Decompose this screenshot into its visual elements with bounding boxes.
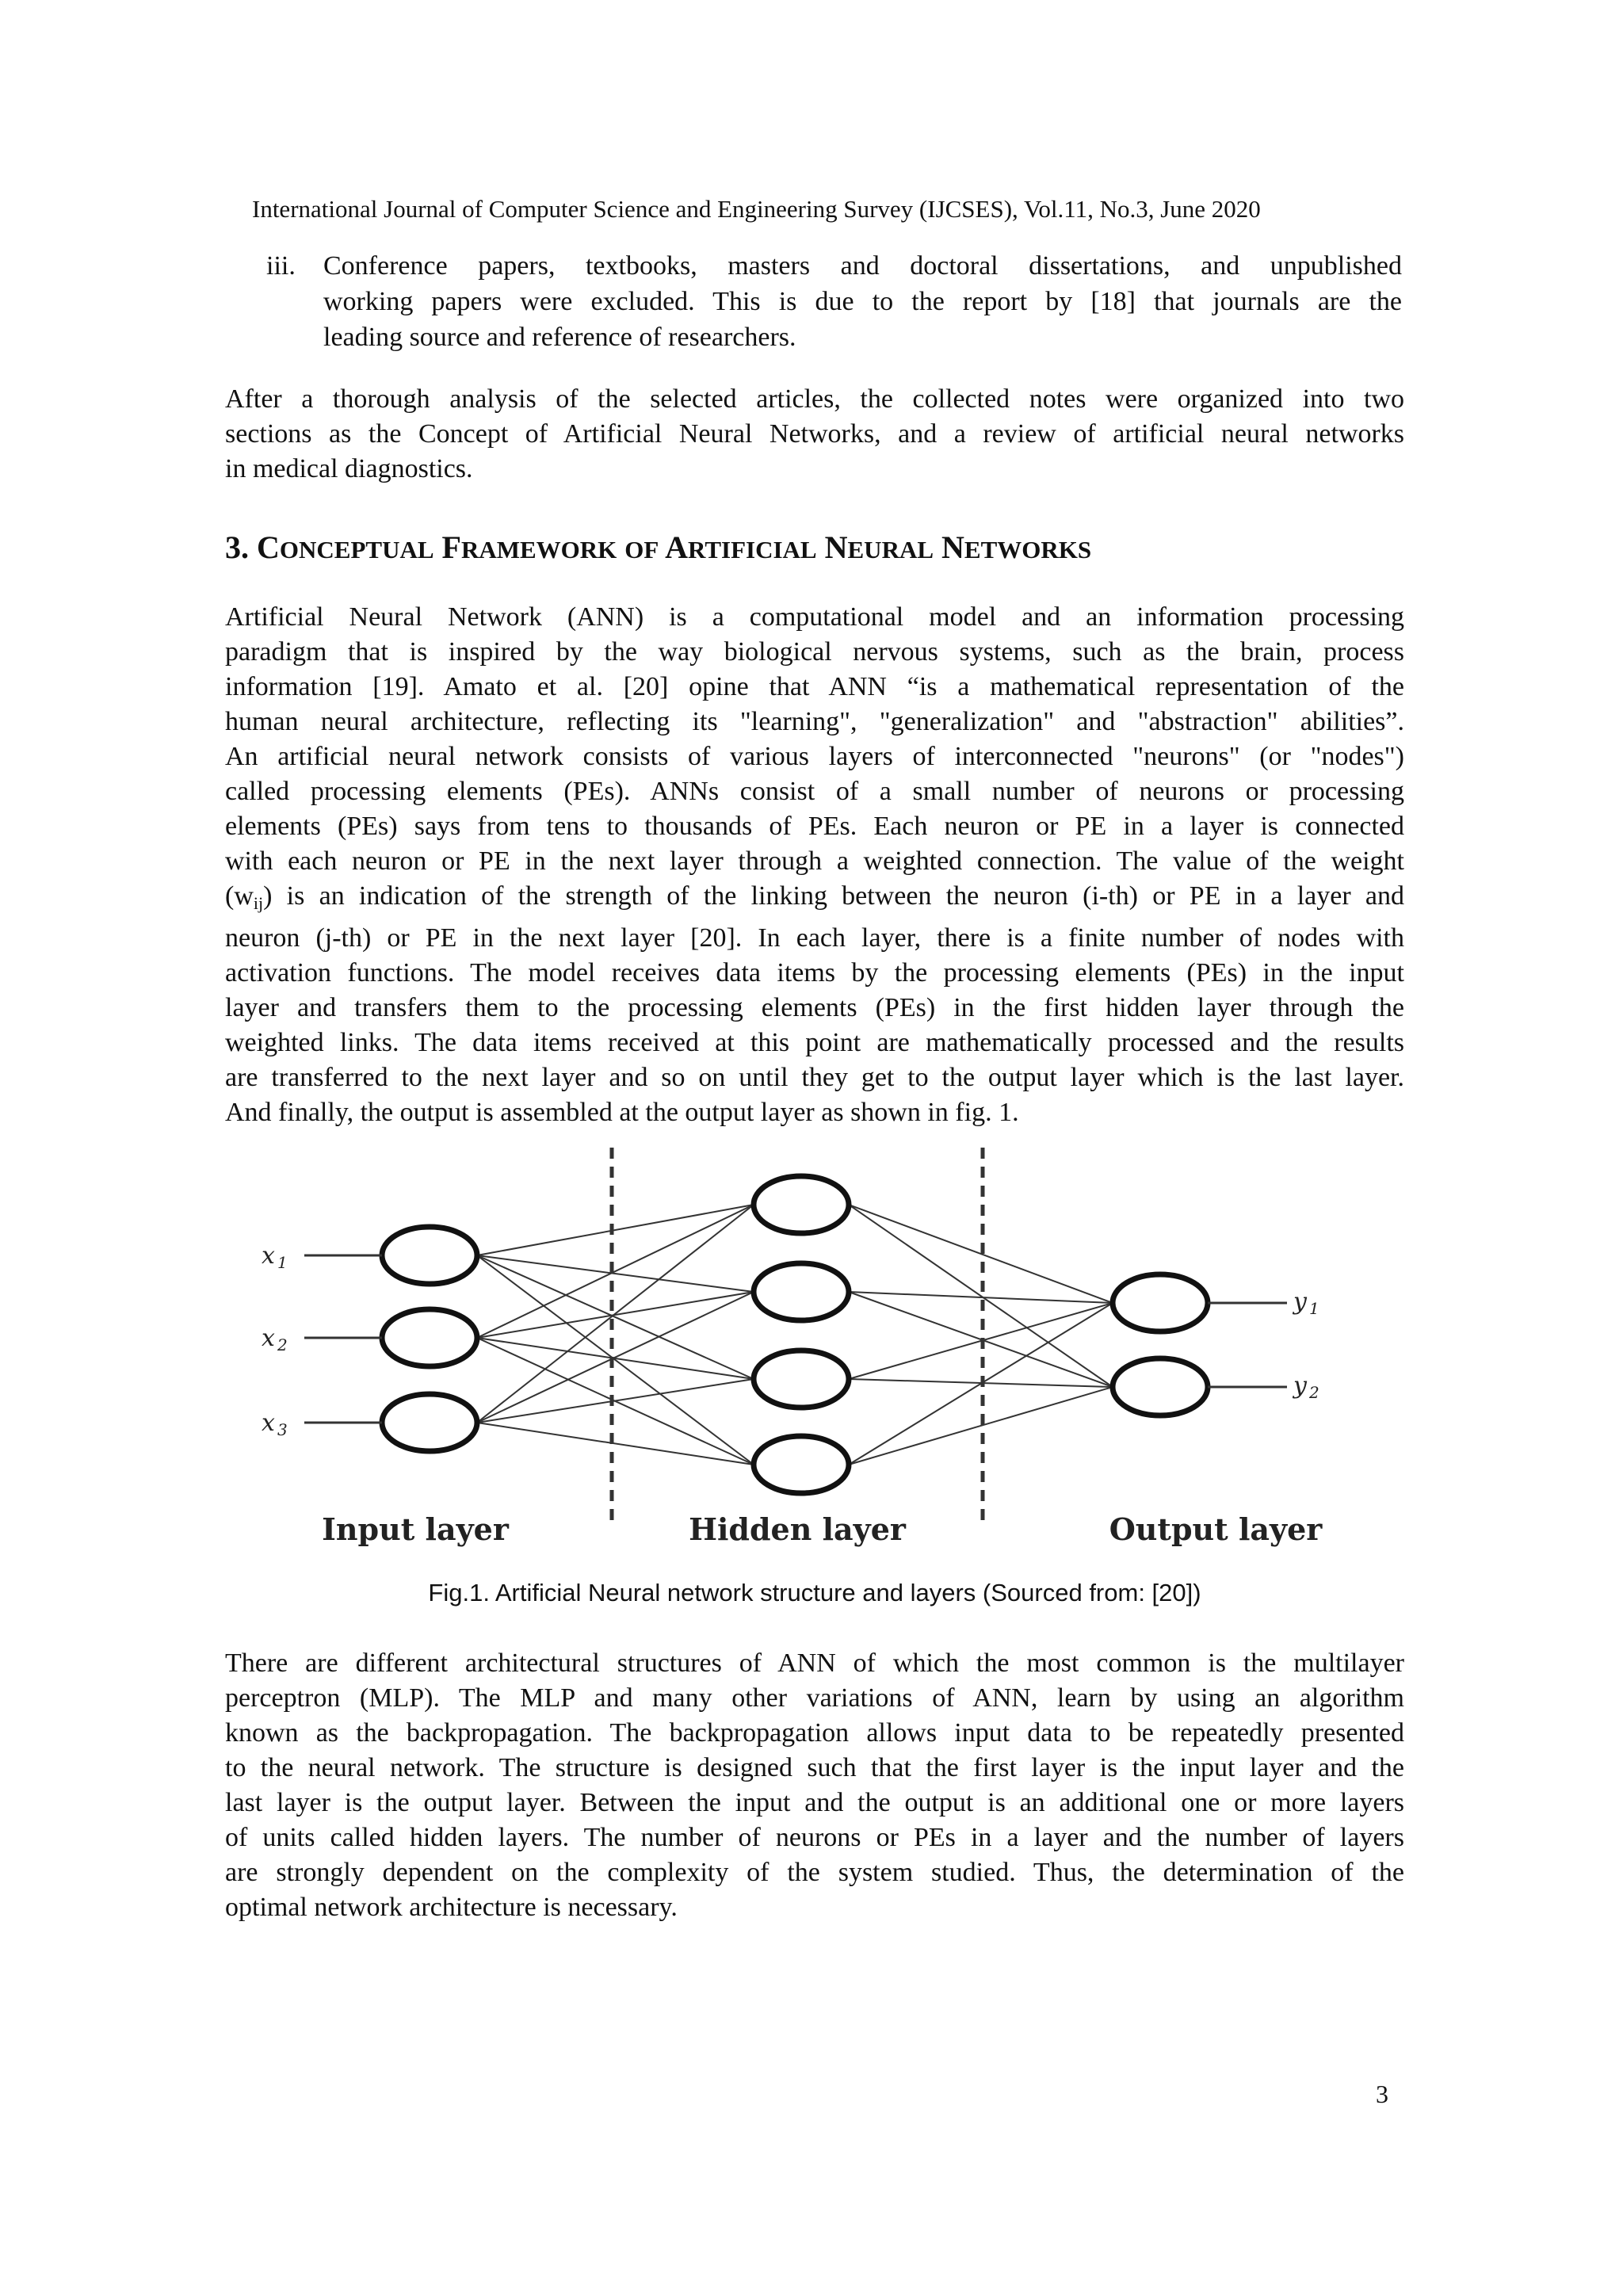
weight-suffix: ) is an indication of the strength of the linking between the neuron (i-th) or PE in a layer and [263, 881, 1404, 911]
heading-word [825, 529, 934, 565]
connection-edge [477, 1205, 754, 1423]
text-line: elements (PEs) says from tens to thousands of PEs. Each neuron or PE in a layer is connected [225, 812, 1404, 841]
text-line: Artificial Neural Network (ANN) is a computational model and an information processing [225, 602, 1404, 632]
heading-word [941, 529, 1091, 565]
paragraph-ann-concept [225, 600, 1404, 1130]
list-item-text [323, 248, 1402, 355]
heading-word [442, 529, 617, 565]
heading-word-initial: N [941, 529, 964, 565]
neuron-node [1113, 1358, 1208, 1415]
text-line: information [19]. Amato et al. [20] opine that ANN “is a mathematical representation of the [225, 672, 1404, 701]
figure-caption: Fig.1. Artificial Neural network structure and layers (Sourced from: [20]) [428, 1579, 1201, 1606]
ann-diagram [225, 1148, 1404, 1560]
text-line: last layer is the output layer. Between the input and the output is an additional one or more layers [225, 1788, 1404, 1817]
heading-word [257, 529, 434, 565]
text-line: weighted links. The data items received at this point are mathematically processed and the results [225, 1028, 1404, 1057]
neuron-node [754, 1176, 849, 1233]
paragraph-mlp [225, 1646, 1404, 1925]
neuron-node [754, 1263, 849, 1320]
input-label-subscript: 2 [277, 1335, 288, 1354]
heading-word-rest: EURAL [847, 536, 934, 563]
heading-word-rest: ONCEPTUAL [279, 536, 434, 563]
weight-subscript: ij [253, 893, 264, 913]
heading-word-initial: C [257, 529, 280, 565]
text-line: working papers were excluded. This is due to the report by [18] that journals are the [323, 287, 1402, 316]
layer-label: Hidden layer [689, 1511, 906, 1547]
text-line: leading source and reference of researchers. [323, 323, 796, 352]
text-line: An artificial neural network consists of various layers of interconnected "neurons" (or "nodes") [225, 742, 1404, 771]
neuron-node [754, 1436, 849, 1493]
text-line: There are different architectural structures of ANN of which the most common is the multilayer [225, 1648, 1404, 1678]
figure-ann-structure [225, 1148, 1404, 1560]
text-line: called processing elements (PEs). ANNs consist of a small number of neurons or processing [225, 777, 1404, 806]
output-label: y [1293, 1288, 1307, 1316]
neuron-node [754, 1350, 849, 1408]
connection-edge [477, 1379, 754, 1423]
connection-edge [477, 1205, 754, 1255]
text-line: perceptron (MLP). The MLP and many other variations of ANN, learn by using an algorithm [225, 1683, 1404, 1713]
connection-edge [477, 1423, 754, 1465]
text-line: known as the backpropagation. The backpropagation allows input data to be repeatedly presented [225, 1718, 1404, 1748]
heading-word [624, 529, 659, 565]
text-line: neuron (j-th) or PE in the next layer [20]. In each layer, there is a finite number of nodes with [225, 923, 1404, 953]
section-number: 3. [225, 529, 249, 565]
text-line: Conference papers, textbooks, masters and doctoral dissertations, and unpublished [323, 251, 1402, 281]
input-label: x [262, 1242, 275, 1270]
output-label-subscript: 1 [1309, 1299, 1319, 1318]
text-line: are strongly dependent on the complexity of the system studied. Thus, the determination of the [225, 1858, 1404, 1887]
text-line: And finally, the output is assembled at the output layer as shown in fig. 1. [225, 1098, 1019, 1127]
text-line: with each neuron or PE in the next layer through a weighted connection. The value of the weight [225, 846, 1404, 876]
text-line: are transferred to the next layer and so on until they get to the output layer which is the last layer. [225, 1063, 1404, 1092]
text-line: optimal network architecture is necessary. [225, 1893, 678, 1922]
heading-word-rest: RTIFICIAL [688, 536, 817, 563]
input-label: x [262, 1324, 275, 1352]
layer-label: Input layer [322, 1511, 509, 1547]
heading-word [665, 529, 816, 565]
text-line: sections as the Concept of Artificial Neural Networks, and a review of artificial neural networks [225, 419, 1404, 449]
text-line: activation functions. The model receives data items by the processing elements (PEs) in the input [225, 958, 1404, 988]
text-line: of units called hidden layers. The number of neurons or PEs in a layer and the number of layers [225, 1823, 1404, 1852]
running-head: International Journal of Computer Science and Engineering Survey (IJCSES), Vol.11, No.3, June 2020 [252, 195, 1261, 223]
layer-label: Output layer [1109, 1511, 1323, 1547]
text-line-weight [225, 879, 1404, 921]
input-label: x [262, 1409, 275, 1437]
list-marker: iii. [266, 251, 296, 281]
heading-word-rest: OF [624, 536, 659, 563]
text-line: layer and transfers them to the processing elements (PEs) in the first hidden layer through the [225, 993, 1404, 1022]
section-title [257, 529, 1091, 565]
neuron-node [382, 1309, 477, 1366]
input-label-subscript: 1 [277, 1253, 288, 1272]
neuron-node [382, 1394, 477, 1451]
page-number: 3 [1376, 2080, 1388, 2108]
section-heading [225, 527, 1404, 571]
weight-prefix: (w [225, 881, 254, 911]
input-label-subscript: 3 [277, 1420, 288, 1439]
output-label-subscript: 2 [1309, 1383, 1319, 1402]
paragraph-analysis [225, 382, 1404, 487]
text-line: After a thorough analysis of the selected articles, the collected notes were organized into two [225, 384, 1404, 414]
heading-word-rest: RAMEWORK [460, 536, 617, 563]
heading-word-initial: F [441, 529, 461, 565]
connection-edge [477, 1292, 754, 1338]
text-line: human neural architecture, reflecting its "learning", "generalization" and "abstraction" abilities”. [225, 707, 1404, 736]
connection-edge [477, 1338, 754, 1379]
neuron-node [382, 1227, 477, 1284]
heading-word-initial: A [665, 529, 689, 565]
output-label: y [1293, 1372, 1307, 1400]
text-line: in medical diagnostics. [225, 454, 473, 483]
neuron-node [1113, 1274, 1208, 1331]
text-line: to the neural network. The structure is designed such that the first layer is the input layer and the [225, 1753, 1404, 1782]
heading-word-rest: ETWORKS [964, 536, 1092, 563]
text-line: paradigm that is inspired by the way biological nervous systems, such as the brain, process [225, 637, 1404, 667]
heading-word-initial: N [824, 529, 848, 565]
